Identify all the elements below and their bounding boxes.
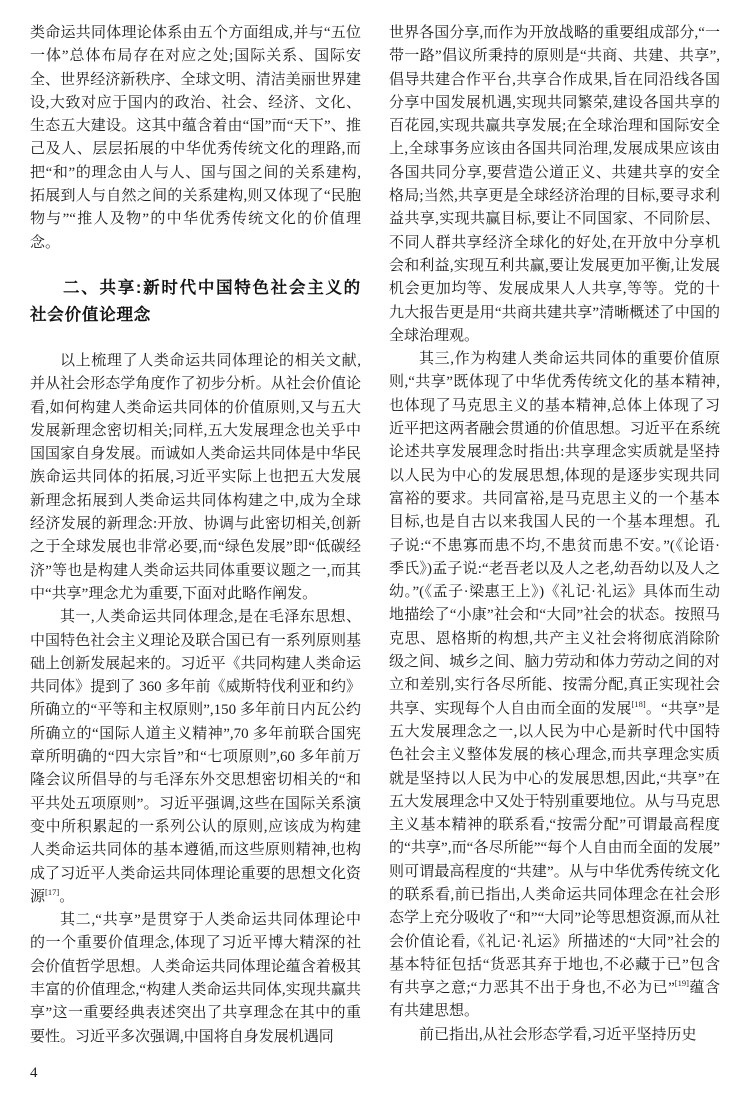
page-number: 4: [30, 1065, 38, 1081]
paragraph: 前已指出,从社会形态学看,习近平坚持历史: [419, 1026, 697, 1043]
right-column: [389, 22, 720, 1049]
paragraph: 其二,“共享”是贯穿于人类命运共同体理论中的一个重要价值理念,体现了习近平博大精深的社会价值哲学思想。人类命运共同体理论蕴含着极其丰富的价值理念,“构建人类命运共同体,实现共赢共享”这一重要经典表述突出了共享理念在其中的重要性。习近平多次强调,中国将自身发展机遇同: [30, 912, 361, 1045]
section-heading: 二、共享:新时代中国特色社会主义的社会价值论理念: [30, 278, 361, 324]
paragraph: 其三,作为构建人类命运共同体的重要价值原则,“共享”既体现了中华优秀传统文化的基本精神,也体现了马克思主义的基本精神,总体上体现了习近平把这两者融会贯通的价值思想。习近平在系统论述共享发展理念时指出:共享理念实质就是坚持以人民为中心的发展思想,体现的是逐步实现共同富裕的要求。共同富裕,是马克思主义的一个基本目标,也是自古以来我国人民的一个基本理想。孔子说:“不患寡而患不均,不患贫而患不安。”(《论语·季氏》)孟子说:“老吾老以及人之老,幼吾幼以及人之幼。”(《孟子·梁惠王上》)《礼记·礼运》具体而生动地描绘了“小康”社会和“大同”社会的状态。按照马克思、恩格斯的构想,共产主义社会将彻底消除阶级之间、城乡之间、脑力劳动和体力劳动之间的对立和差别,实行各尽所能、按需分配,真正实现社会共享、实现每个人自由而全面的发展[18]。“共享”是五大发展理念之一,以人民为中心是新时代中国特色社会主义整体发展的核心理念,而共享理念实质就是坚持以人民为中心的发展思想,因此,“共享”在五大发展理念中又处于特别重要地位。从与马克思主义基本精神的联系看,“按需分配”可谓最高程度的“共享”,而“各尽所能”“每个人自由而全面的发展”则可谓最高程度的“共建”。从与中华优秀传统文化的联系看,前已指出,人类命运共同体理念在社会形态学上充分吸收了“和”“大同”论等思想资源,而从社会价值论看,《礼记·礼运》所描述的“大同”社会的基本特征包括“货恶其弃于地也,不必藏于已”包含有共享之意;“力恶其不出于身也,不必为已”[19]蕴含有共建思想。: [389, 351, 720, 1020]
citation-ref: [19]: [674, 978, 689, 989]
left-column: [30, 22, 361, 1049]
paragraph: 世界各国分享,而作为开放战略的重要组成部分,“一带一路”倡议所秉持的原则是“共商、共建、共享”,倡导共建合作平台,共享合作成果,旨在同沿线各国分享中国发展机遇,实现共同繁荣,建设各国共享的百花园,实现共赢共享发展;在全球治理和国际安全上,全球事务应该由各国共同治理,发展成果应该由各国共同分享,要营造公道正义、共建共享的安全格局;当然,共享更是全球经济治理的目标,要寻求利益共享,实现共赢目标,要让不同国家、不同阶层、不同人群共享经济全球化的好处,在开放中分享机会和利益,实现互利共赢,要让发展更加平衡,让发展机会更加均等、发展成果人人共享,等等。党的十九大报告更是用“共商共建共享”清晰概述了中国的全球治理观。: [389, 25, 720, 344]
paragraph: 类命运共同体理论体系由五个方面组成,并与“五位一体”总体布局存在对应之处;国际关系、国际安全、世界经济新秩序、全球文明、清洁美丽世界建设,大致对应于国内的政治、社会、经济、文化、生态五大建设。这其中蕴含着由“国”而“天下”、推己及人、层层拓展的中华优秀传统文化的理路,而把“和”的理念由人与人、国与国之间的关系建构,拓展到人与自然之间的关系建构,则又体现了“民胞物与”“推人及物”的中华优秀传统文化的价值理念。: [30, 25, 361, 251]
paragraph: 以上梳理了人类命运共同体理论的相关文献,并从社会形态学角度作了初步分析。从社会价值论看,如何构建人类命运共同体的价值原则,又与五大发展新理念密切相关;同样,五大发展理念也关乎中国国家自身发展。而诚如人类命运共同体是中华民族命运共同体的拓展,习近平实际上也把五大发展新理念拓展到人类命运共同体构建之中,成为全球经济发展的新理念:开放、协调与此密切相关,创新之于全球发展也非常必要,而“绿色发展”即“低碳经济”等也是构建人类命运共同体重要议题之一,而其中“共享”理念尤为重要,下面对此略作阐发。: [30, 352, 361, 602]
two-column-text-body: [30, 22, 720, 1049]
citation-ref: [17]: [45, 886, 60, 897]
paragraph: 其一,人类命运共同体理念,是在毛泽东思想、中国特色社会主义理论及联合国已有一系列原则基础上创新发展起来的。习近平《共同构建人类命运共同体》提到了 360 多年前《威斯特伐利亚和约》所确立的“平等和主权原则”,150 多年前日内瓦公约所确立的“国际人道主义精神”,70 多年前联合国宪章所明确的“四大宗旨”和“七项原则”,60 多年前万隆会议所倡导的与毛泽东外交思想密切相关的“和平共处五项原则”。习近平强调,这些在国际关系演变中所积累起的一系列公认的原则,应该成为构建人类命运共同体的基本遵循,而这些原则精神,也构成了习近平人类命运共同体理论重要的思想文化资源[17]。: [30, 609, 361, 905]
citation-ref: [18]: [631, 698, 646, 709]
